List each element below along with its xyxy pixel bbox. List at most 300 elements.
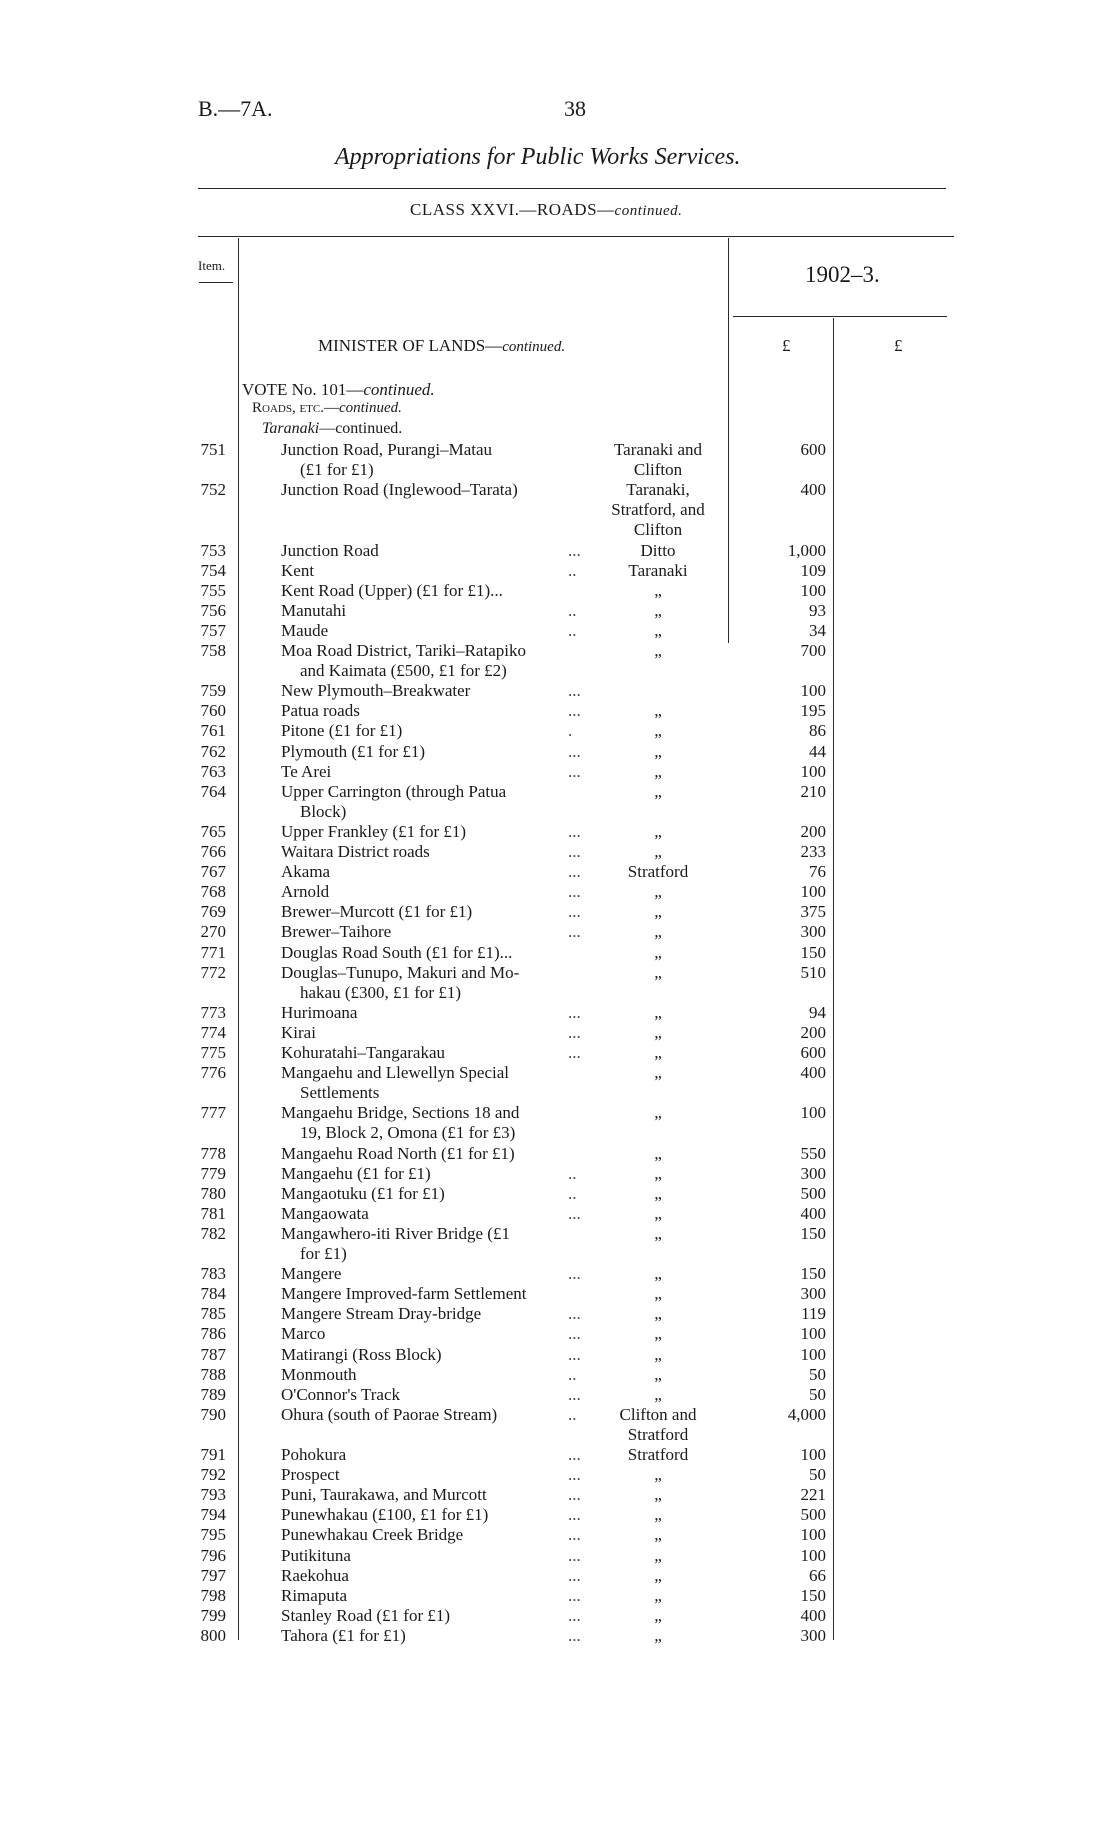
item-amount: 300	[800, 1163, 826, 1183]
leader-dots: ...	[568, 540, 581, 560]
item-name: Akama	[281, 862, 331, 882]
table-row	[0, 1164, 1114, 1184]
item-number: 790	[200, 1404, 226, 1424]
item-district: „	[654, 1605, 662, 1625]
item-name-continuation: 19, Block 2, Omona (£1 for £3)	[300, 1123, 516, 1143]
item-amount: 94	[809, 1002, 826, 1022]
leader-dots: ...	[568, 681, 581, 701]
item-number: 794	[200, 1505, 226, 1525]
item-amount: 100	[800, 1103, 826, 1123]
item-name: Upper Carrington (through Patua	[281, 781, 507, 801]
year-header-rule	[733, 316, 947, 317]
item-district: „	[654, 641, 662, 660]
item-name: Plymouth (£1 for £1)	[281, 741, 426, 761]
table-row	[0, 822, 1114, 842]
item-amount: 300	[800, 1284, 826, 1304]
item-name: Mangaehu Bridge, Sections 18 and	[281, 1103, 520, 1123]
item-amount: 50	[809, 1465, 826, 1485]
item-district: „	[654, 1183, 662, 1203]
title-rule	[198, 188, 946, 189]
item-district: „	[654, 1002, 662, 1022]
item-amount: 100	[800, 1324, 826, 1344]
item-name: Junction Road	[281, 540, 379, 560]
item-amount: 400	[800, 1063, 826, 1083]
item-number: 793	[200, 1485, 226, 1505]
table-row	[0, 1485, 1114, 1505]
leader-dots: ...	[568, 862, 581, 882]
item-name: Kent	[281, 560, 315, 580]
item-name: Rimaputa	[281, 1585, 348, 1605]
item-amount: 600	[800, 440, 826, 459]
table-row	[0, 1445, 1114, 1465]
item-amount: 200	[800, 821, 826, 841]
item-number: 270	[200, 922, 226, 942]
item-number: 765	[200, 821, 226, 841]
item-district: „	[654, 721, 662, 741]
item-name: Monmouth	[281, 1364, 357, 1384]
item-number: 774	[200, 1022, 226, 1042]
table-row	[0, 781, 1114, 821]
item-district: „	[654, 1264, 662, 1284]
item-name: Moa Road District, Tariki–Ratapiko	[281, 641, 526, 660]
leader-dots: ...	[568, 882, 581, 902]
item-name: Kirai	[281, 1022, 316, 1042]
table-row	[0, 1546, 1114, 1566]
item-name: Mangaehu (£1 for £1)	[281, 1163, 431, 1183]
item-name: Patua roads	[281, 701, 360, 721]
item-amount: 221	[800, 1485, 826, 1505]
table-row	[0, 1465, 1114, 1485]
item-amount: 100	[800, 1545, 826, 1565]
item-name: Matirangi (Ross Block)	[281, 1344, 442, 1364]
table-row	[0, 1184, 1114, 1204]
item-amount: 100	[800, 1344, 826, 1364]
item-district: „	[654, 1465, 662, 1485]
item-number: 780	[200, 1183, 226, 1203]
item-district-continuation: Clifton	[633, 460, 683, 480]
item-district: Clifton and	[619, 1404, 697, 1424]
leader-dots: ...	[568, 1545, 581, 1565]
item-name: Upper Frankley (£1 for £1)	[281, 821, 467, 841]
item-amount: 50	[809, 1384, 826, 1404]
item-district: „	[654, 761, 662, 781]
item-number: 799	[200, 1605, 226, 1625]
item-name: Manutahi	[281, 600, 347, 620]
item-number: 786	[200, 1324, 226, 1344]
item-amount: 34	[809, 620, 826, 640]
item-name: Brewer–Murcott (£1 for £1)	[281, 902, 473, 922]
item-number: 760	[200, 701, 226, 721]
item-name: Mangere Stream Dray-bridge	[281, 1304, 482, 1324]
item-name-continuation: hakau (£300, £1 for £1)	[300, 982, 461, 1002]
item-district: „	[654, 1304, 662, 1324]
item-district: „	[654, 902, 662, 922]
item-name-continuation: and Kaimata (£500, £1 for £2)	[300, 661, 507, 681]
item-amount: 400	[800, 1605, 826, 1625]
item-amount: 150	[800, 942, 826, 962]
item-name: Stanley Road (£1 for £1)	[281, 1605, 451, 1625]
table-row	[0, 1204, 1114, 1224]
table-row	[0, 541, 1114, 561]
item-number: 756	[200, 600, 226, 620]
item-district: „	[654, 821, 662, 841]
item-district-continuation: Clifton	[633, 520, 683, 540]
item-number: 752	[200, 480, 226, 500]
leader-dots: ...	[568, 1625, 581, 1645]
table-row	[0, 1606, 1114, 1626]
item-number: 778	[200, 1143, 226, 1163]
item-district: „	[654, 620, 662, 640]
table-row	[0, 641, 1114, 681]
item-amount: 93	[809, 600, 826, 620]
item-district: „	[654, 781, 662, 801]
year-column-header: 1902–3.	[805, 262, 880, 287]
item-number: 789	[200, 1384, 226, 1404]
table-row	[0, 561, 1114, 581]
item-name: Junction Road (Inglewood–Tarata)	[281, 480, 518, 500]
item-amount: 76	[809, 862, 826, 882]
table-row	[0, 1586, 1114, 1606]
item-name-continuation: for £1)	[300, 1243, 347, 1263]
minister-heading	[318, 336, 565, 356]
leader-dots: ...	[568, 1384, 581, 1404]
table-row	[0, 882, 1114, 902]
item-amount: 400	[800, 480, 826, 500]
class-heading-continued: continued.	[614, 203, 683, 219]
item-number: 773	[200, 1002, 226, 1022]
region-heading-continued: —continued.	[319, 420, 403, 437]
item-number: 796	[200, 1545, 226, 1565]
item-amount: 300	[800, 1625, 826, 1645]
item-district: „	[654, 1364, 662, 1384]
item-number: 769	[200, 902, 226, 922]
item-name: Maude	[281, 620, 329, 640]
item-amount: 50	[809, 1364, 826, 1384]
item-amount: 500	[800, 1183, 826, 1203]
item-number: 768	[200, 882, 226, 902]
item-district-continuation: Stratford, and	[611, 500, 705, 520]
item-amount: 210	[800, 781, 826, 801]
item-name: Douglas–Tunupo, Makuri and Mo-	[281, 962, 520, 982]
item-district: „	[654, 1163, 662, 1183]
table-row	[0, 1566, 1114, 1586]
table-row	[0, 1223, 1114, 1263]
document-reference: B.—7A.	[198, 96, 273, 121]
item-amount: 150	[800, 1223, 826, 1243]
item-amount: 100	[800, 1525, 826, 1545]
item-district-continuation: Stratford	[627, 1424, 689, 1444]
item-number: 782	[200, 1223, 226, 1243]
item-name: Prospect	[281, 1465, 340, 1485]
item-amount: 44	[809, 741, 826, 761]
item-amount: 150	[800, 1264, 826, 1284]
item-number: 758	[200, 641, 226, 660]
table-row	[0, 1365, 1114, 1385]
item-amount: 700	[800, 641, 826, 660]
item-name: Mangaowata	[281, 1203, 369, 1223]
table-top-rule	[198, 236, 954, 237]
item-name-continuation: Settlements	[300, 1083, 380, 1103]
item-number: 763	[200, 761, 226, 781]
table-row	[0, 1304, 1114, 1324]
roads-heading-continued: continued.	[338, 400, 402, 416]
item-name: Punewhakau (£100, £1 for £1)	[281, 1505, 489, 1525]
item-name: Mangaehu and Llewellyn Special	[281, 1063, 510, 1083]
item-name: Hurimoana	[281, 1002, 358, 1022]
item-header-dash	[199, 282, 233, 283]
item-amount: 119	[801, 1304, 826, 1324]
leader-dots: ...	[568, 1264, 581, 1284]
item-name: Pohokura	[281, 1445, 347, 1464]
item-name: Mangere	[281, 1264, 342, 1284]
item-name: Mangaotuku (£1 for £1)	[281, 1183, 445, 1203]
item-number: 779	[200, 1163, 226, 1183]
item-name: O'Connor's Track	[281, 1384, 400, 1404]
leader-dots: ...	[568, 1585, 581, 1605]
leader-dots: ...	[568, 1304, 581, 1324]
item-district: „	[654, 1545, 662, 1565]
leader-dots: ...	[568, 1505, 581, 1525]
item-number: 761	[200, 721, 226, 741]
minister-heading-text: MINISTER OF LANDS—	[318, 336, 503, 355]
table-row	[0, 1404, 1114, 1444]
table-row	[0, 601, 1114, 621]
item-district: „	[654, 1143, 662, 1163]
item-name: Te Arei	[281, 761, 332, 781]
pound-symbol-amount: £	[782, 336, 791, 355]
page-title: Appropriations for Public Works Services.	[335, 144, 741, 170]
item-number: 753	[200, 540, 226, 560]
region-heading-text: Taranaki	[262, 420, 320, 437]
item-district: „	[654, 1565, 662, 1585]
item-number: 751	[200, 440, 226, 459]
item-name: Brewer–Taihore	[281, 922, 392, 942]
table-row	[0, 701, 1114, 721]
table-row	[0, 922, 1114, 942]
leader-dots: ...	[568, 1324, 581, 1344]
table-row	[0, 480, 1114, 540]
table-row	[0, 1525, 1114, 1545]
item-amount: 500	[800, 1505, 826, 1525]
leader-dots: ...	[568, 1002, 581, 1022]
item-name: Puni, Taurakawa, and Murcott	[281, 1485, 487, 1505]
item-number: 767	[200, 862, 226, 882]
vote-heading-continued: continued.	[363, 380, 435, 399]
item-district: „	[654, 1625, 662, 1645]
item-district: „	[654, 1585, 662, 1605]
leader-dots: ..	[568, 1404, 577, 1424]
item-district: „	[654, 1223, 662, 1243]
item-name: New Plymouth–Breakwater	[281, 681, 471, 701]
table-row	[0, 1003, 1114, 1023]
table-row	[0, 721, 1114, 741]
table-row	[0, 621, 1114, 641]
item-amount: 200	[800, 1022, 826, 1042]
table-row	[0, 1023, 1114, 1043]
item-amount: 66	[809, 1565, 826, 1585]
table-row	[0, 842, 1114, 862]
leader-dots: ...	[568, 1565, 581, 1585]
item-name: Pitone (£1 for £1)	[281, 721, 403, 741]
item-amount: 100	[800, 1445, 826, 1464]
item-name: Putikituna	[281, 1545, 351, 1565]
item-district: „	[654, 1203, 662, 1223]
item-amount: 400	[800, 1203, 826, 1223]
item-district: „	[654, 1022, 662, 1042]
leader-dots: ...	[568, 1485, 581, 1505]
item-name: Marco	[281, 1324, 326, 1344]
item-district: „	[654, 842, 662, 861]
item-amount: 150	[800, 1585, 826, 1605]
item-number: 777	[200, 1103, 226, 1123]
item-number: 776	[200, 1063, 226, 1083]
item-district: Taranaki and	[613, 440, 702, 459]
item-amount: 100	[800, 882, 826, 902]
item-name: Kent Road (Upper) (£1 for £1)...	[281, 580, 503, 600]
item-number: 784	[200, 1284, 226, 1304]
item-district: „	[654, 1485, 662, 1505]
item-number: 755	[200, 580, 226, 600]
leader-dots: ..	[568, 560, 577, 580]
item-district: „	[654, 600, 662, 620]
leader-dots: ...	[568, 1445, 581, 1464]
roads-heading-text: Roads, etc.—	[252, 400, 339, 416]
item-district: „	[654, 1103, 662, 1123]
item-number: 785	[200, 1304, 226, 1324]
leader-dots: ...	[568, 1203, 581, 1223]
item-name: Waitara District roads	[281, 842, 430, 861]
table-row	[0, 742, 1114, 762]
item-amount: 375	[800, 902, 826, 922]
item-district: „	[654, 1525, 662, 1545]
table-row	[0, 1103, 1114, 1143]
table-row	[0, 1505, 1114, 1525]
item-name: Kohuratahi–Tangarakau	[281, 1043, 446, 1062]
table-row	[0, 1063, 1114, 1103]
leader-dots: ...	[568, 1043, 581, 1062]
item-name: Junction Road, Purangi–Matau	[281, 440, 493, 459]
item-number: 764	[200, 781, 226, 801]
item-amount: 4,000	[787, 1404, 826, 1424]
leader-dots: ...	[568, 1525, 581, 1545]
item-number: 771	[200, 942, 226, 962]
item-number: 759	[200, 681, 226, 701]
item-district: Taranaki,	[626, 480, 690, 500]
item-district: „	[654, 741, 662, 761]
item-number: 757	[200, 620, 226, 640]
item-number: 798	[200, 1585, 226, 1605]
leader-dots: ...	[568, 701, 581, 721]
item-amount: 233	[800, 842, 826, 861]
item-name: Douglas Road South (£1 for £1)...	[281, 942, 513, 962]
table-row	[0, 1324, 1114, 1344]
item-number: 772	[200, 962, 226, 982]
item-district: Ditto	[640, 540, 676, 560]
item-number: 791	[200, 1445, 226, 1464]
item-district: „	[654, 922, 662, 942]
minister-heading-continued: continued.	[502, 339, 566, 355]
leader-dots: .	[568, 721, 573, 741]
item-amount: 600	[800, 1043, 826, 1062]
table-row	[0, 1626, 1114, 1646]
item-district: „	[654, 580, 662, 600]
item-number: 797	[200, 1565, 226, 1585]
table-row	[0, 962, 1114, 1002]
item-number: 781	[200, 1203, 226, 1223]
leader-dots: ..	[568, 620, 577, 640]
item-number: 783	[200, 1264, 226, 1284]
item-district: „	[654, 1344, 662, 1364]
leader-dots: ...	[568, 1344, 581, 1364]
leader-dots: ..	[568, 600, 577, 620]
table-row	[0, 943, 1114, 963]
item-number: 775	[200, 1043, 226, 1062]
table-row	[0, 1043, 1114, 1063]
leader-dots: ...	[568, 741, 581, 761]
item-name: Raekohua	[281, 1565, 349, 1585]
item-name: Arnold	[281, 882, 330, 902]
item-district: „	[654, 1505, 662, 1525]
item-amount: 86	[809, 721, 826, 741]
item-district: Stratford	[627, 862, 689, 882]
class-heading-text: CLASS XXVI.—ROADS—	[410, 200, 615, 219]
leader-dots: ..	[568, 1364, 577, 1384]
leader-dots: ...	[568, 842, 581, 861]
item-number: 762	[200, 741, 226, 761]
table-row	[0, 581, 1114, 601]
table-row	[0, 1264, 1114, 1284]
item-name: Mangaehu Road North (£1 for £1)	[281, 1143, 515, 1163]
item-district: „	[654, 1284, 662, 1304]
item-amount: 109	[800, 560, 826, 580]
table-row	[0, 681, 1114, 701]
item-number: 792	[200, 1465, 226, 1485]
pound-symbol-total: £	[894, 336, 903, 355]
item-number: 795	[200, 1525, 226, 1545]
leader-dots: ...	[568, 1022, 581, 1042]
item-district: „	[654, 962, 662, 982]
item-amount: 100	[800, 580, 826, 600]
item-district: Stratford	[627, 1445, 689, 1464]
item-name: Mangere Improved-farm Settlement	[281, 1284, 527, 1304]
item-number: 788	[200, 1364, 226, 1384]
item-number: 787	[200, 1344, 226, 1364]
item-district: „	[654, 1063, 662, 1083]
table-row	[0, 862, 1114, 882]
item-amount: 550	[800, 1143, 826, 1163]
leader-dots: ...	[568, 821, 581, 841]
item-amount: 100	[800, 761, 826, 781]
class-heading	[410, 200, 682, 220]
item-name: Punewhakau Creek Bridge	[281, 1525, 464, 1545]
leader-dots: ..	[568, 1163, 577, 1183]
item-amount: 195	[800, 701, 826, 721]
item-name-continuation: Block)	[300, 801, 347, 821]
item-district: „	[654, 1043, 662, 1062]
item-amount: 100	[800, 681, 826, 701]
item-district: „	[654, 942, 662, 962]
table-row	[0, 1345, 1114, 1365]
item-number: 754	[200, 560, 226, 580]
item-name: Ohura (south of Paorae Stream)	[281, 1404, 498, 1424]
table-row	[0, 902, 1114, 922]
item-district: „	[654, 882, 662, 902]
item-name: Mangawhero-iti River Bridge (£1	[281, 1223, 510, 1243]
item-amount: 1,000	[787, 540, 826, 560]
leader-dots: ...	[568, 902, 581, 922]
table-row	[0, 1144, 1114, 1164]
page-number: 38	[564, 96, 586, 121]
